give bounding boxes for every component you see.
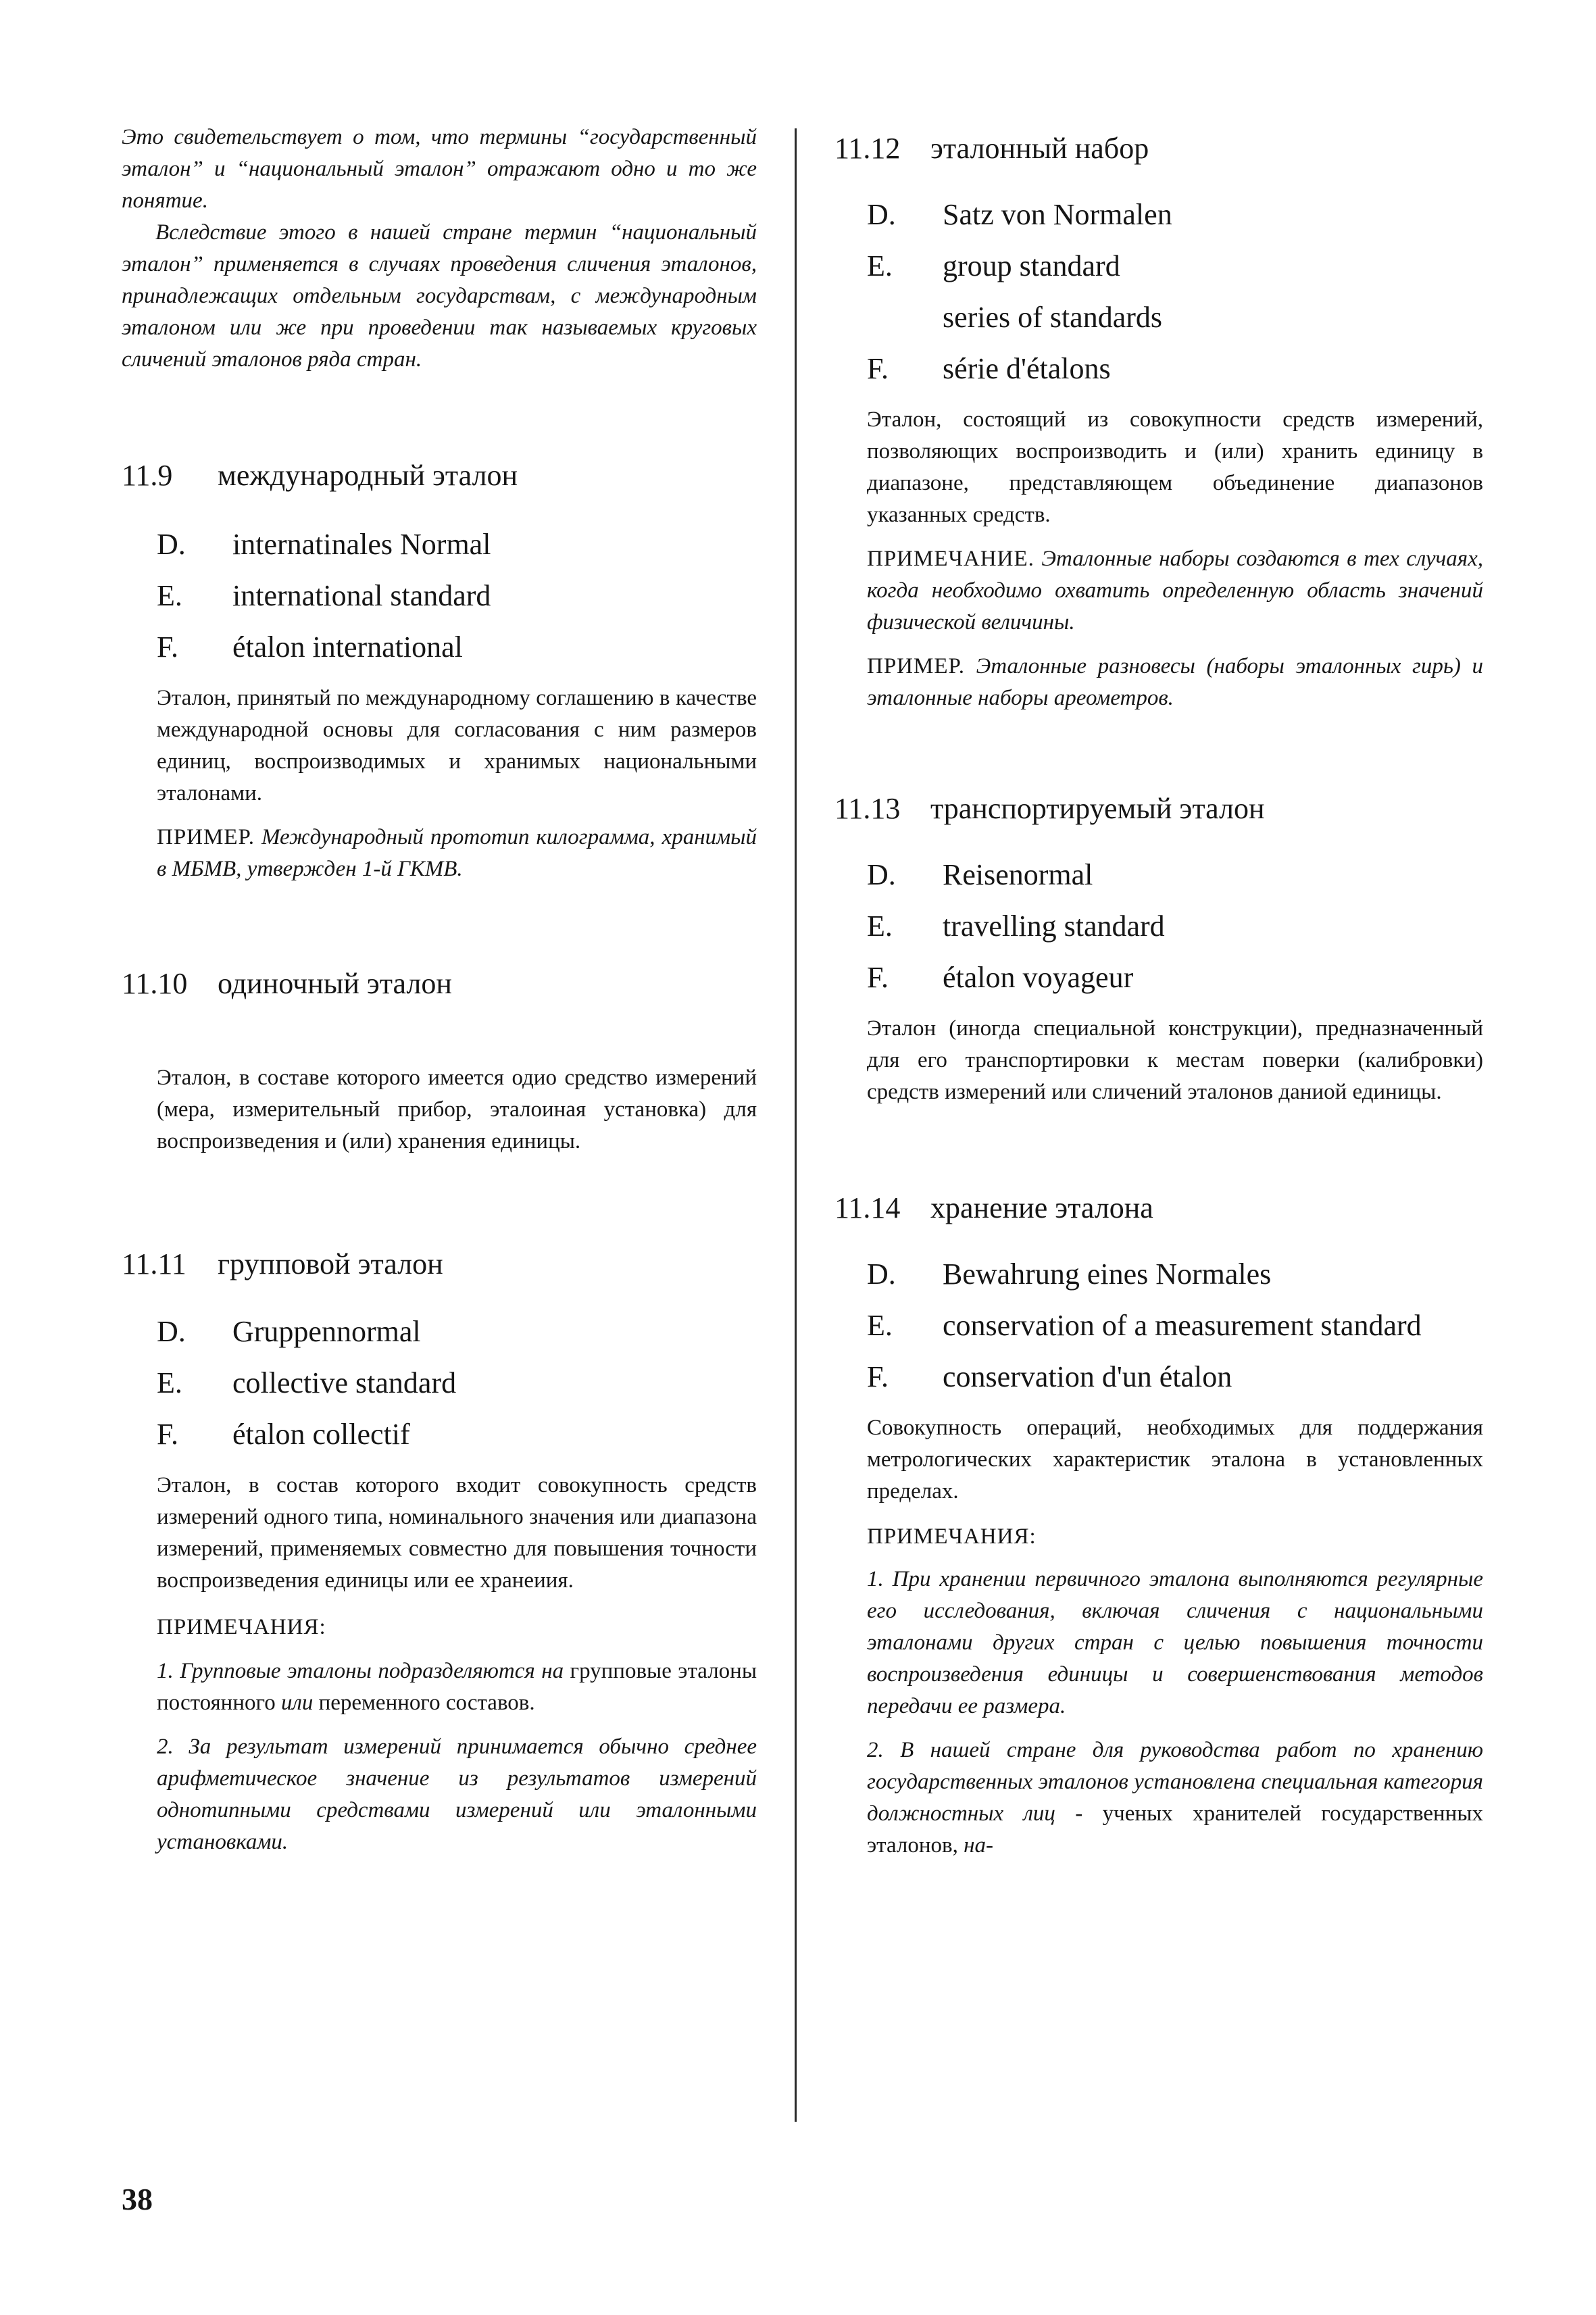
section-11-10	[122, 965, 757, 1158]
definition: Эталон, в состав которого входит совокупность средств измерений одного типа, номинального значения или диапазона измерений, применяемых совместно для повышения точности воспроизведения единицы или ее хранеиия.	[157, 1473, 757, 1593]
intro-paragraph-1: Это свидетельствует о том, что термины “государственный эталон” и “национальный эталон” отражают одно и то же понятие.	[122, 125, 757, 213]
note-1: 1. При хранении первичного эталона выполняются регулярные его исследования, включая сличения с национальными эталонами других стран с целью повышения точности воспроизведения единицы и совершенствования методов передачи ее размера.	[867, 1567, 1483, 1718]
term-french: F. étalon collectif	[157, 1418, 410, 1451]
term-french: F. conservation d'un étalon	[867, 1360, 1232, 1393]
example: ПРИМЕР. Международный прототип килограмма, хранимый в МБМВ, утвержден 1-й ГКМВ.	[157, 825, 757, 881]
section-number: 11.14	[834, 1191, 901, 1224]
term-translations	[834, 1249, 1483, 1403]
term-english: E. travelling standard	[867, 910, 1165, 943]
section-11-12	[834, 130, 1483, 714]
term-french: F. série d'étalons	[867, 352, 1111, 385]
term-english: E. conservation of a measurement standard	[867, 1309, 1422, 1342]
notes-label: ПРИМЕЧАНИЯ:	[867, 1524, 1037, 1549]
section-title: международный эталон	[218, 459, 518, 492]
section-11-9	[122, 457, 757, 885]
section-11-13	[834, 790, 1483, 1108]
definition: Эталон (иногда специальной конструкции), предназначенный для его транспортировки к местам поверки (калибровки) средств измерений или сличений эталонов даниой единицы.	[867, 1016, 1483, 1104]
section-heading	[834, 790, 1483, 828]
section-title: эталонный набор	[930, 132, 1149, 165]
term-french: F. étalon international	[157, 630, 463, 664]
section-heading	[122, 965, 757, 1003]
left-column	[122, 122, 757, 1858]
term-german: D. Bewahrung eines Normales	[867, 1258, 1272, 1291]
term-german: D. Reisenormal	[867, 858, 1093, 891]
section-number: 11.10	[122, 967, 188, 1000]
term-translations	[122, 1306, 757, 1460]
term-translations	[122, 519, 757, 673]
intro-paragraph-2: Вследствие этого в нашей стране термин “национальный эталон” применяется в случаях проведения сличения эталонов, принадлежащих отдельным государствам, с международным эталоном или же при проведении так называемых круговых сличений эталонов ряда стран.	[122, 220, 757, 372]
term-english: E. group standard	[867, 249, 1120, 282]
section-number: 11.11	[122, 1247, 186, 1280]
section-heading	[834, 1189, 1483, 1227]
term-english: E. collective standard	[157, 1366, 457, 1399]
section-title: групповой эталон	[218, 1247, 443, 1280]
section-number: 11.12	[834, 132, 901, 165]
right-column	[834, 122, 1483, 1862]
term-translations	[834, 849, 1483, 1003]
definition: Эталон, в составе которого имеется одио средство измерений (мера, измерительный прибор, эталоиная установка) для воспроизведения и (или) хранения единицы.	[157, 1066, 757, 1153]
column-divider	[795, 128, 797, 2122]
term-german: D. Gruppennormal	[157, 1315, 421, 1348]
term-french: F. étalon voyageur	[867, 961, 1134, 994]
section-number: 11.13	[834, 792, 901, 825]
term-german: D. internatinales Normal	[157, 528, 491, 561]
section-heading	[122, 1245, 757, 1283]
definition: Совокупность операций, необходимых для поддержания метрологических характеристик эталона в установленных пределах.	[867, 1416, 1483, 1503]
term-english-alt: series of standards	[943, 301, 1163, 334]
definition: Эталон, принятый по международному соглашению в качестве международной основы для согласования с ним размеров единиц, воспроизводимых и хранимых национальными эталонами.	[157, 686, 757, 805]
section-number: 11.9	[122, 459, 173, 492]
page-number: 38	[122, 2182, 153, 2216]
notes-label: ПРИМЕЧАНИЯ:	[157, 1615, 326, 1639]
section-11-14	[834, 1189, 1483, 1862]
note: ПРИМЕЧАНИЕ. Эталонные наборы создаются в тех случаях, когда необходимо охватить определенную область значений физической величины.	[867, 547, 1484, 634]
section-title: хранение эталона	[930, 1191, 1153, 1224]
term-translations	[834, 189, 1483, 395]
definition: Эталон, состоящий из совокупности средств измерений, позволяющих воспроизводить и (или) хранить единицу в диапазоне, представляющем объединение диапазонов указанных средств.	[867, 407, 1483, 527]
term-english: E. international standard	[157, 579, 491, 612]
note-1: 1. Групповые эталоны подразделяются на групповые эталоны постоянного или переменного составов.	[157, 1659, 757, 1715]
section-heading	[122, 457, 757, 495]
note-2: 2. В нашей стране для руководства работ по хранению государственных эталонов установлена специальная категория должностных лиц - ученых хранителей государственных эталонов, на-	[867, 1738, 1483, 1858]
section-heading	[834, 130, 1483, 168]
section-title: одиночный эталон	[218, 967, 452, 1000]
example: ПРИМЕР. Эталонные разновесы (наборы эталонных гирь) и эталонные наборы ареометров.	[867, 654, 1483, 710]
note-2: 2. За результат измерений принимается обычно среднее арифметическое значение из результатов измерений однотипными средствами измерений или эталонными установками.	[157, 1735, 757, 1854]
section-11-11	[122, 1245, 757, 1858]
section-title: транспортируемый эталон	[930, 792, 1265, 825]
term-german: D. Satz von Normalen	[867, 198, 1172, 231]
